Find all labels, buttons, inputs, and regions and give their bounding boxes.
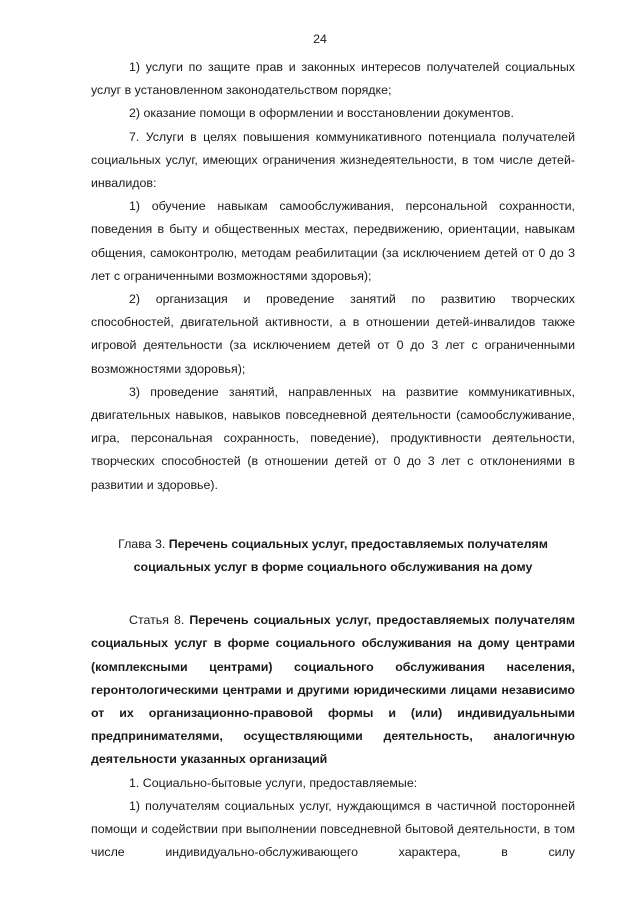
list-item: 1) получателям социальных услуг, нуждающимся в частичной посторонней помощи и содействии при выполнении повседневной бытовой деятельности, в том числе индивидуально-обслуживающего характера, в силу	[91, 798, 575, 860]
chapter-heading	[91, 533, 575, 579]
chapter-prefix: Глава 3.	[118, 536, 169, 551]
paragraph: 7. Услуги в целях повышения коммуникативного потенциала получателей социальных услуг, имеющих ограничения жизнедеятельности, в том числе детей-инвалидов:	[91, 129, 575, 191]
list-item: 1. Социально-бытовые услуги, предоставляемые:	[129, 775, 418, 790]
document-body	[91, 56, 575, 865]
chapter-title: Перечень социальных услуг, предоставляемых получателям социальных услуг в форме социального обслуживания на дому	[133, 536, 548, 575]
paragraph: 2) оказание помощи в оформлении и восстановлении документов.	[129, 106, 514, 121]
paragraph: 1) услуги по защите прав и законных интересов получателей социальных услуг в установленном законодательством порядке;	[91, 60, 575, 98]
paragraph: 3) проведение занятий, направленных на развитие коммуникативных, двигательных навыков, навыков повседневной деятельности (самообслуживание, игра, персональная сохранность, поведение), продуктивности деятельности, творческих способностей (в отношении детей от 0 до 3 лет с отклонениями в развитии и здоровье).	[91, 384, 575, 492]
article-prefix: Статья 8.	[129, 613, 190, 628]
paragraph: 1) обучение навыкам самообслуживания, персональной сохранности, поведения в быту и общественных местах, передвижению, ориентации, навыкам общения, самоконтролю, методам реабилитации (за исключением детей от 0 до 3 лет с ограниченными возможностями здоровья);	[91, 199, 575, 283]
paragraph: 2) организация и проведение занятий по развитию творческих способностей, двигательной активности, а в отношении детей-инвалидов также игровой деятельности (за исключением детей от 0 до 3 лет с ограниченными возможностями здоровья);	[91, 292, 575, 376]
article-title: Перечень социальных услуг, предоставляемых получателям социальных услуг в форме социального обслуживания на дому центрами (комплексными центрами) социального обслуживания населения, геронтологическими центрами и другими юридическими лицами независимо от их организационно-правовой формы и (или) индивидуальными предпринимателями, осуществляющими деятельность, аналогичную деятельности указанных организаций	[91, 613, 575, 767]
page-number: 24	[313, 32, 327, 46]
article-heading	[91, 609, 575, 771]
